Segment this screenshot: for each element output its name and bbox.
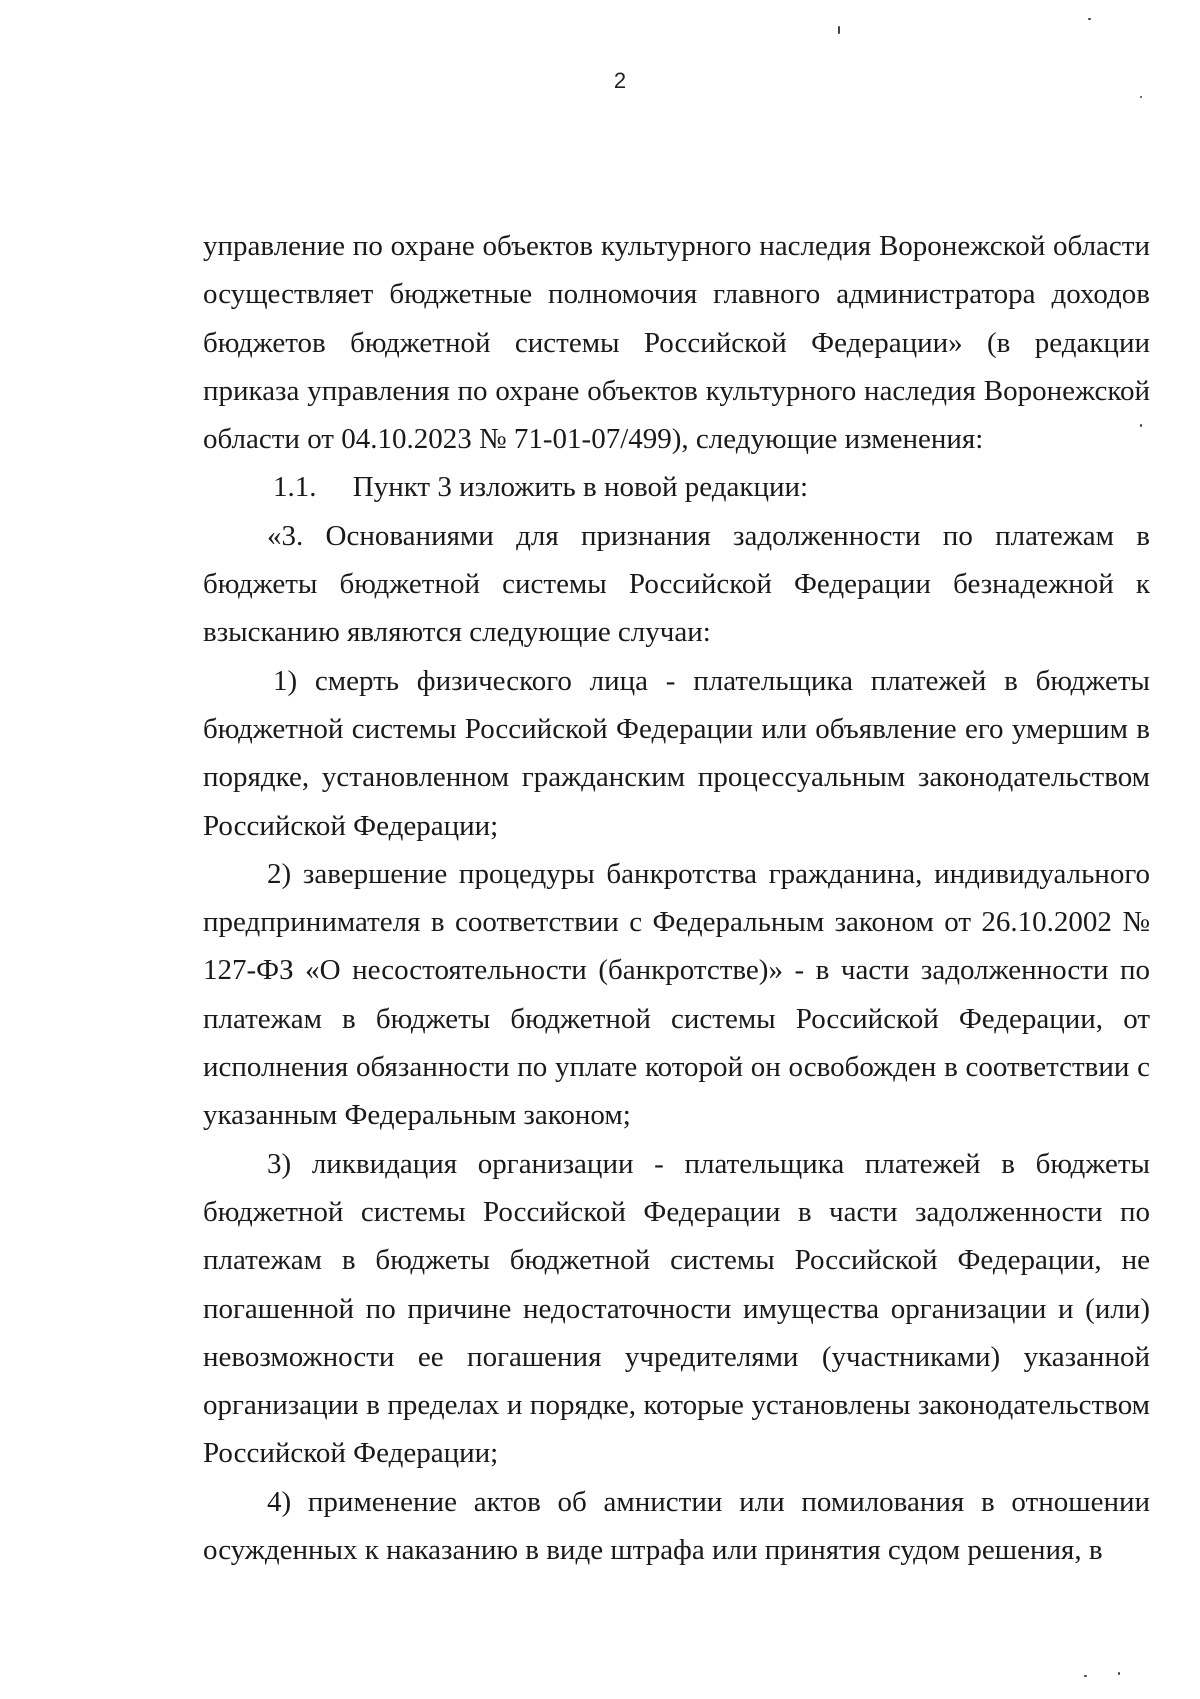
scan-speck — [838, 26, 840, 34]
paragraph-case-3: 3) ликвидация организации - плательщика платежей в бюджеты бюджетной системы Российской Федерации в части задолженности по платежам в бюджеты бюджетной системы Российской Федерации, не погашенной по причине недостаточности имущества организации и (или) невозможности ее погашения учредителями (участниками) указанной организации в пределах и порядке, которые установлены законодательством Российской Федерации; — [203, 1147, 1150, 1470]
scan-speck — [1088, 18, 1091, 20]
paragraph-point-3: «3. Основаниями для признания задолженности по платежам в бюджеты бюджетной системы Российской Федерации безнадежной к взысканию являются следующие случаи: — [203, 519, 1150, 649]
document-body — [203, 222, 1150, 1574]
paragraph-case-2: 2) завершение процедуры банкротства гражданина, индивидуального предпринимателя в соответствии с Федеральным законом от 26.10.2002 № 127-ФЗ «О несостоятельности (банкротстве)» - в части задолженности по платежам в бюджеты бюджетной системы Российской Федерации, от исполнения обязанности по уплате которой он освобожден в соответствии с указанным Федеральным законом; — [203, 857, 1150, 1132]
paragraph-case-1: 1) смерть физического лица - плательщика платежей в бюджеты бюджетной системы Российской Федерации или объявление его умершим в порядке, установленном гражданским процессуальным законодательством Российской Федерации; — [203, 664, 1150, 842]
paragraph-case-4: 4) применение актов об амнистии или помилования в отношении осужденных к наказанию в виде штрафа или принятия судом решения, в — [203, 1485, 1150, 1567]
scan-speck — [1084, 1675, 1087, 1677]
paragraph-continuation: управление по охране объектов культурного наследия Воронежской области осуществляет бюджетные полномочия главного администратора доходов бюджетов бюджетной системы Российской Федерации» (в редакции приказа управления по охране объектов культурного наследия Воронежской области от 04.10.2023 № 71-01-07/499), следующие изменения: — [203, 230, 1150, 456]
scan-speck — [1118, 1672, 1120, 1675]
page-number: 2 — [613, 68, 627, 93]
scan-speck — [1140, 96, 1142, 98]
paragraph-item-1-1: 1.1. Пункт 3 изложить в новой редакции: — [273, 471, 809, 504]
scan-speck — [1140, 424, 1142, 427]
